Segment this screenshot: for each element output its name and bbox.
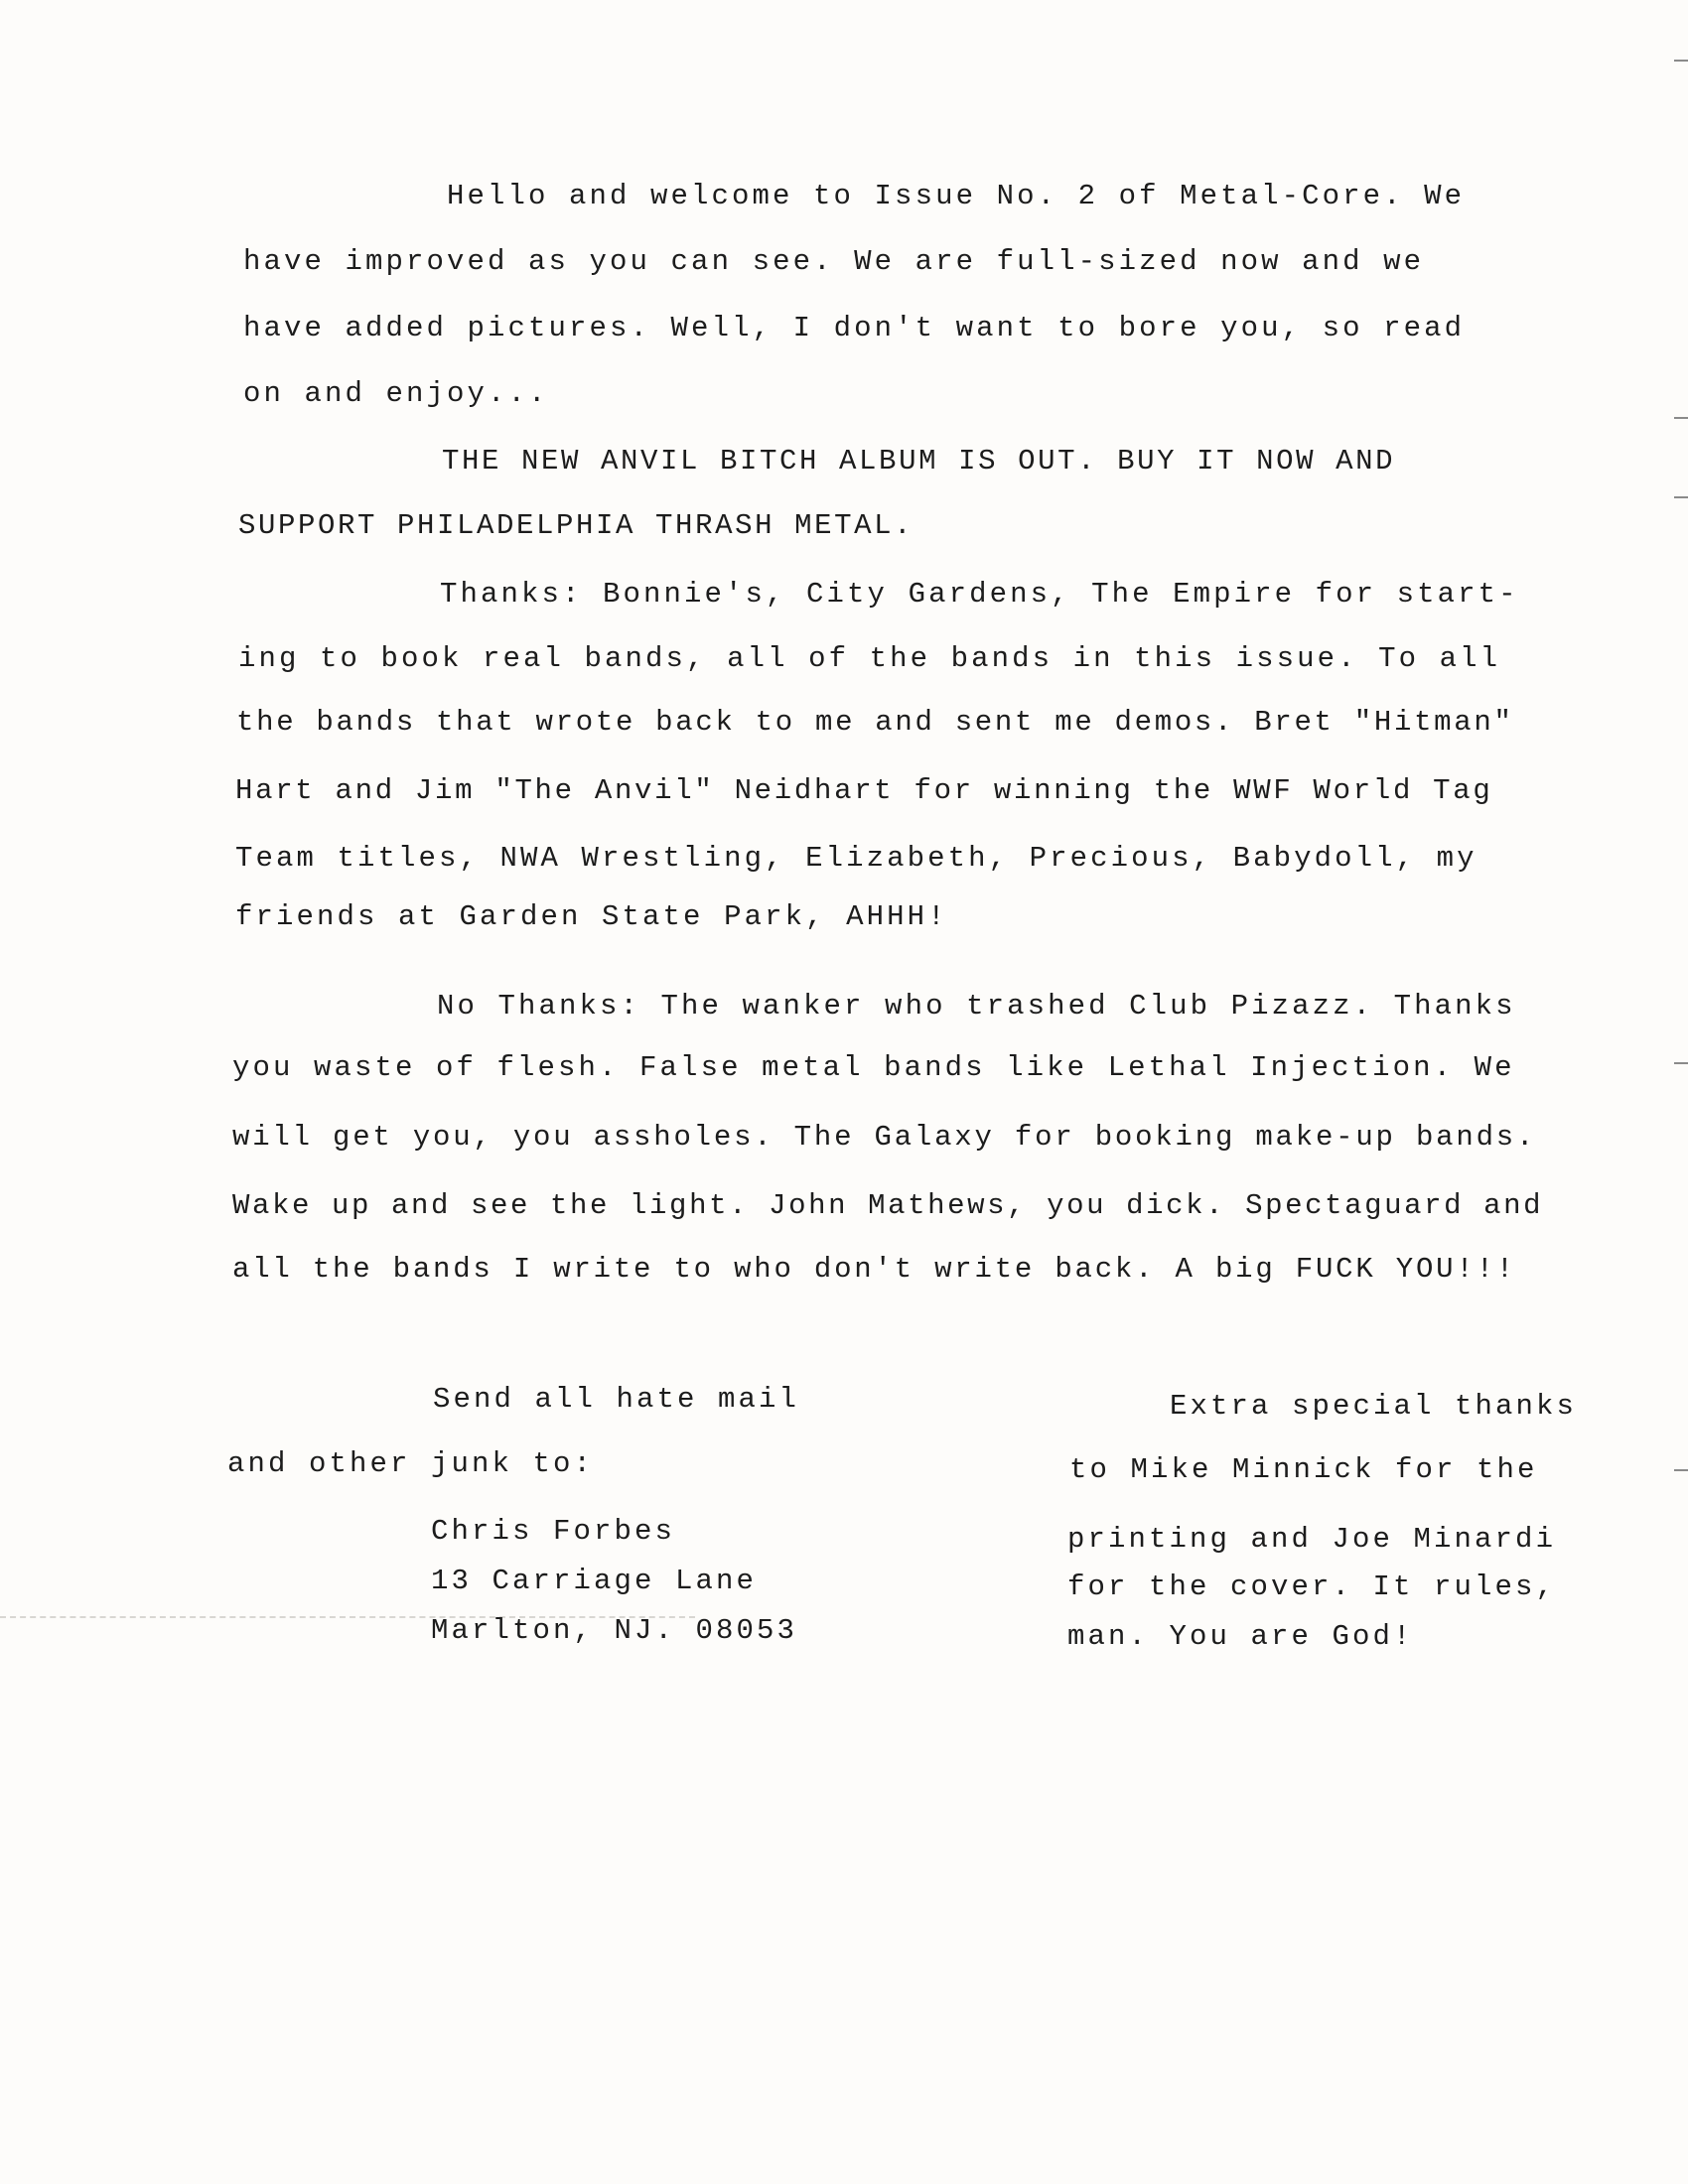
mail-line: and other junk to:	[227, 1447, 595, 1480]
intro-line: have improved as you can see. We are full-sized now and we	[243, 245, 1425, 278]
edge-mark	[1674, 496, 1688, 498]
intro-line: on and enjoy...	[243, 377, 549, 410]
thanks-line: ing to book real bands, all of the bands in this issue. To all	[238, 642, 1501, 675]
address-name: Chris Forbes	[431, 1515, 676, 1548]
no-thanks-line: you waste of flesh. False metal bands like Lethal Injection. We	[232, 1051, 1515, 1084]
thanks-line: Thanks: Bonnie's, City Gardens, The Empire for start-	[440, 578, 1519, 611]
thanks-line: Team titles, NWA Wrestling, Elizabeth, Precious, Babydoll, my	[235, 842, 1477, 875]
edge-mark	[1674, 1062, 1688, 1064]
no-thanks-line: Wake up and see the light. John Mathews, you dick. Spectaguard and	[232, 1189, 1544, 1222]
intro-line: have added pictures. Well, I don't want to bore you, so read	[243, 312, 1466, 344]
thanks-line: Hart and Jim "The Anvil" Neidhart for winning the WWF World Tag	[235, 774, 1493, 807]
special-thanks-line: Extra special thanks	[1170, 1390, 1578, 1423]
special-thanks-line: to Mike Minnick for the	[1069, 1453, 1538, 1486]
no-thanks-line: No Thanks: The wanker who trashed Club Pizazz. Thanks	[437, 990, 1516, 1023]
mail-line: Send all hate mail	[433, 1383, 800, 1416]
announcement-line: THE NEW ANVIL BITCH ALBUM IS OUT. BUY IT NOW AND	[442, 445, 1396, 478]
special-thanks-line: man. You are God!	[1067, 1620, 1414, 1653]
intro-line: Hello and welcome to Issue No. 2 of Metal-Core. We	[447, 180, 1466, 212]
thanks-line: friends at Garden State Park, AHHH!	[235, 900, 948, 933]
announcement-line: SUPPORT PHILADELPHIA THRASH METAL.	[238, 509, 914, 542]
no-thanks-line: will get you, you assholes. The Galaxy for booking make-up bands.	[232, 1121, 1537, 1154]
special-thanks-line: for the cover. It rules,	[1067, 1570, 1557, 1603]
edge-mark	[1674, 60, 1688, 62]
special-thanks-line: printing and Joe Minardi	[1067, 1523, 1557, 1556]
address-city: Marlton, NJ. 08053	[431, 1614, 798, 1647]
edge-mark	[1674, 1469, 1688, 1471]
thanks-line: the bands that wrote back to me and sent me demos. Bret "Hitman"	[236, 706, 1514, 739]
address-street: 13 Carriage Lane	[431, 1565, 758, 1597]
edge-mark	[1674, 417, 1688, 419]
no-thanks-line: all the bands I write to who don't write back. A big FUCK YOU!!!	[232, 1253, 1516, 1286]
